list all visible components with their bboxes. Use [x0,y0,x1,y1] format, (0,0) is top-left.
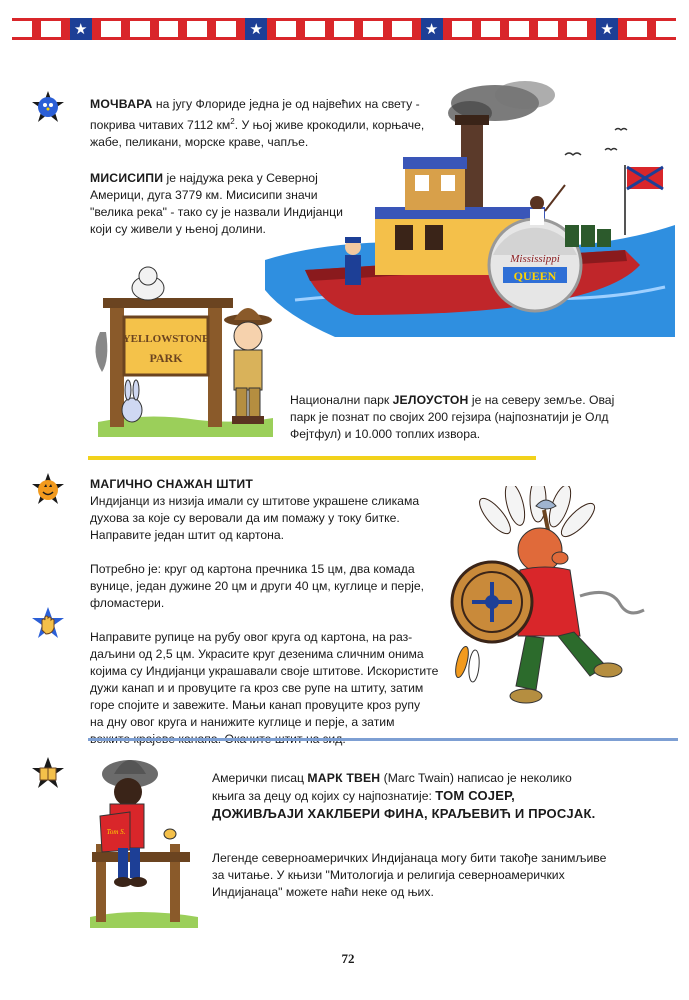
shield-steps-4: дужи канап и и провуците га кроз све рупе на штиту, затим [90,681,424,695]
yellow-divider [88,456,536,460]
banner-stripe [363,18,383,40]
banner-stripe [500,18,509,40]
banner-stripe [558,18,567,40]
shield-steps-2: даљини од 2,5 цм. Украсите круг дезенима сличним онима [90,647,424,661]
banner-stripe [216,18,236,40]
twain-line-1-pre: Амерички писац [212,771,308,785]
banner-star-icon: ★ [596,18,618,40]
page-number: 72 [341,951,355,966]
banner-stripe [130,18,150,40]
banner-stripe [354,18,363,40]
yellowstone-line-2: парк је познат по својих 200 гејзира (најпознатији је Олд [290,410,609,424]
shield-intro-3: Направите један штит од картона. [90,528,284,542]
book-cover-text: Tom S. [106,828,126,836]
hand-star-icon [30,606,66,647]
twain-books-line: ДОЖИВЉАЈИ ХАКЛБЕРИ ФИНА, КРАЉЕВИЋ И ПРОСЈАК. [212,806,596,821]
banner-stripe [178,18,187,40]
banner-stripe [92,18,101,40]
banner-stripe [187,18,207,40]
swamp-line-3: жабе, пеликани, морске краве, чапље. [90,135,309,150]
shield-steps-6: на дну овог круга и нанижите куглице и перје, а затим [90,715,395,729]
shield-intro-2: духова за које су веровали да им помажу у току битке. [90,511,400,525]
twain-line-1-post: (Marc Twain) написао је неколико [380,771,572,785]
legends-paragraph [212,850,672,901]
banner-stripe [392,18,412,40]
sign-line-2: PARK [149,351,183,365]
banner-stripe [443,18,452,40]
reader-illustration [88,752,203,930]
eye-star-icon [30,90,66,131]
banner-stripe [472,18,481,40]
banner-stripe [101,18,121,40]
banner-stripe [587,18,596,40]
banner-stripe [276,18,296,40]
wheel-text-top: Mississippi [510,253,560,265]
shield-steps-3: којима су Индијанци украшавали своје штитове. Искористите [90,664,439,678]
banner-stripe [538,18,558,40]
banner-stripe [236,18,245,40]
shield-steps-1: Направите рупице на рубу овог круга од картона, на раз- [90,630,413,644]
banner-stripe [334,18,354,40]
yellowstone-illustration [88,262,278,442]
mississippi-line-1: је најдужа река у Северној [163,171,318,185]
mississippi-title: МИСИСИПИ [90,171,164,185]
swamp-title: МОЧВАРА [90,97,153,111]
yellowstone-line-1-pre: Национални парк [290,393,393,407]
twain-author: МАРК ТВЕН [307,771,381,785]
mississippi-line-2: Америци, дуга 3779 км. Мисисипи значи [90,188,318,202]
yellowstone-line-1-post: је на северу земље. Овај [468,393,615,407]
banner-stripe [627,18,647,40]
star-banner [12,18,676,40]
yellowstone-title: ЈЕЛОУСТОН [392,393,469,407]
banner-stripe [567,18,587,40]
banner-stripe [656,18,676,40]
banner-stripe [383,18,392,40]
banner-stripe [267,18,276,40]
banner-stripe [159,18,179,40]
banner-stripe [121,18,130,40]
dancer-illustration [440,486,660,716]
banner-stripe [452,18,472,40]
shield-title: МАГИЧНО СНАЖАН ШТИТ [90,477,253,491]
banner-stripe [12,18,32,40]
banner-stripe [509,18,529,40]
book-star-icon [30,756,66,797]
shield-section [90,476,450,748]
banner-star-icon: ★ [421,18,443,40]
twain-book-1: ТОМ СОЈЕР, [435,788,515,803]
legends-line-1: Легенде северноамеричких Индијанаца могу бити такође занимљиве [212,851,607,865]
banner-stripe [61,18,70,40]
banner-star-icon: ★ [245,18,267,40]
legends-line-3: Индијанаца" можете наћи неке од њих. [212,885,434,899]
shield-needs-1: Потребно је: круг од картона пречника 15 цм, два комада [90,562,415,576]
banner-stripe [150,18,159,40]
wheel-text-bottom: QUEEN [513,269,557,283]
banner-stripe [412,18,421,40]
shield-intro-1: Индијанци из низија имали су штитове украшене сликама [90,494,420,508]
swamp-line-2b: . У њој живе крокодили, корњаче, [234,118,425,133]
banner-star-icon: ★ [70,18,92,40]
mississippi-line-4: који су живели у њеној долини. [90,222,266,236]
swamp-line-1: на југу Флориде једна је од највећих на свету - [152,97,420,111]
banner-stripe [41,18,61,40]
sign-line-1: YELLOWSTONE [122,333,210,345]
twain-line-2-pre: књига за децу од којих су најпознатије: [212,789,436,803]
blue-divider [88,738,678,741]
steamboat-illustration [265,75,675,345]
mississippi-line-3: "велика река" - тако су је назвали Индијанци [90,205,343,219]
shield-needs-3: фломастери. [90,596,165,610]
yellowstone-paragraph [290,392,670,443]
banner-stripe [529,18,538,40]
legends-line-2: за читање. У књизи "Митологија и религија северноамеричких [212,868,565,882]
twain-paragraph [212,770,672,822]
swamp-line-2: покрива читавих 7112 км [90,118,231,133]
banner-stripe [207,18,216,40]
banner-stripe [325,18,334,40]
banner-stripe [296,18,305,40]
pumpkin-star-icon [30,472,66,513]
banner-stripe [305,18,325,40]
banner-stripe [32,18,41,40]
banner-stripe [481,18,501,40]
yellowstone-line-3: Фејтфул) и 10.000 топлих извора. [290,427,481,441]
banner-stripe [618,18,627,40]
shield-steps-5: горе спојите и завежите. Мањи канап провуците кроз рупу [90,698,421,712]
shield-needs-2: вунице, један дужине 20 цм и други 40 цм, куглице и перје, [90,579,424,593]
banner-stripe [647,18,656,40]
swamp-superscript: 2 [230,117,235,126]
